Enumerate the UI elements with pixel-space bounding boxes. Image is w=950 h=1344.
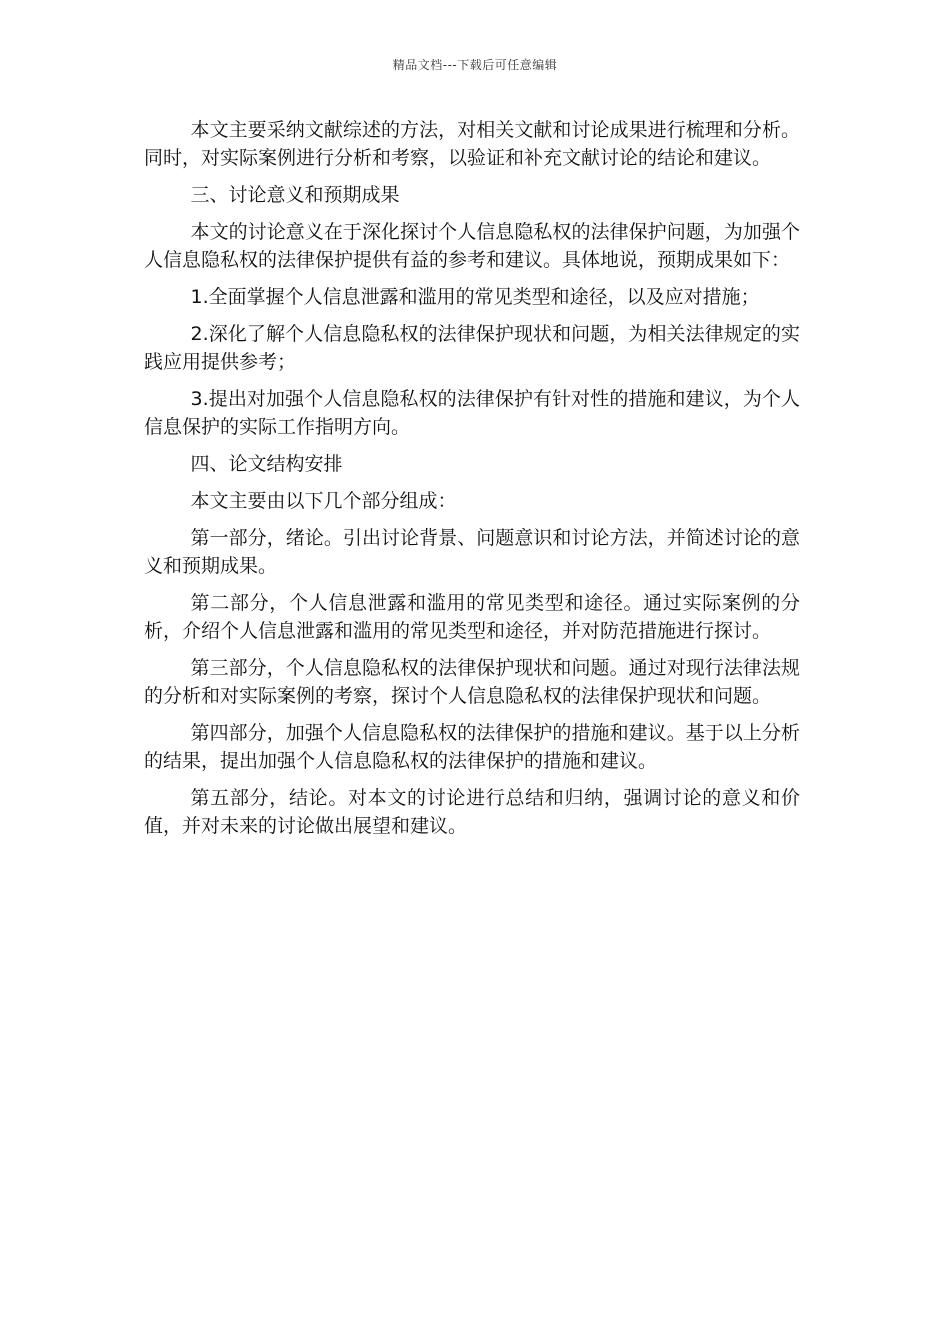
paragraph-part-4: 第四部分，加强个人信息隐私权的法律保护的措施和建议。基于以上分析的结果，提出加强个人信息隐私权的法律保护的措施和建议。 <box>144 722 800 772</box>
document-body <box>144 116 800 849</box>
paragraph-part-2: 第二部分，个人信息泄露和滥用的常见类型和途径。通过实际案例的分析，介绍个人信息泄露和滥用的常见类型和途径，并对防范措施进行探讨。 <box>144 592 800 642</box>
list-item-outcome-2: 2.深化了解个人信息隐私权的法律保护现状和问题，为相关法律规定的实践应用提供参考； <box>144 323 800 373</box>
section-heading-structure: 四、论文结构安排 <box>190 453 343 475</box>
paragraph-part-1: 第一部分，绪论。引出讨论背景、问题意识和讨论方法，并简述讨论的意义和预期成果。 <box>144 527 800 577</box>
list-item-outcome-3: 3.提出对加强个人信息隐私权的法律保护有针对性的措施和建议，为个人信息保护的实际工作指明方向。 <box>144 388 800 438</box>
paragraph-part-3: 第三部分，个人信息隐私权的法律保护现状和问题。通过对现行法律法规的分析和对实际案例的考察，探讨个人信息隐私权的法律保护现状和问题。 <box>144 657 800 707</box>
section-heading-significance: 三、讨论意义和预期成果 <box>190 184 400 206</box>
paragraph-significance: 本文的讨论意义在于深化探讨个人信息隐私权的法律保护问题，为加强个人信息隐私权的法律保护提供有益的参考和建议。具体地说，预期成果如下： <box>144 221 800 271</box>
page-header: 精品文档---下载后可任意编辑 <box>392 58 558 72</box>
paragraph-part-5: 第五部分，结论。对本文的讨论进行总结和归纳，强调讨论的意义和价值，并对未来的讨论做出展望和建议。 <box>144 787 800 837</box>
paragraph-method: 本文主要采纳文献综述的方法，对相关文献和讨论成果进行梳理和分析。同时，对实际案例进行分析和考察，以验证和补充文献讨论的结论和建议。 <box>144 119 800 169</box>
list-item-outcome-1: 1.全面掌握个人信息泄露和滥用的常见类型和途径，以及应对措施； <box>190 286 760 308</box>
paragraph-structure-intro: 本文主要由以下几个部分组成： <box>190 490 457 512</box>
